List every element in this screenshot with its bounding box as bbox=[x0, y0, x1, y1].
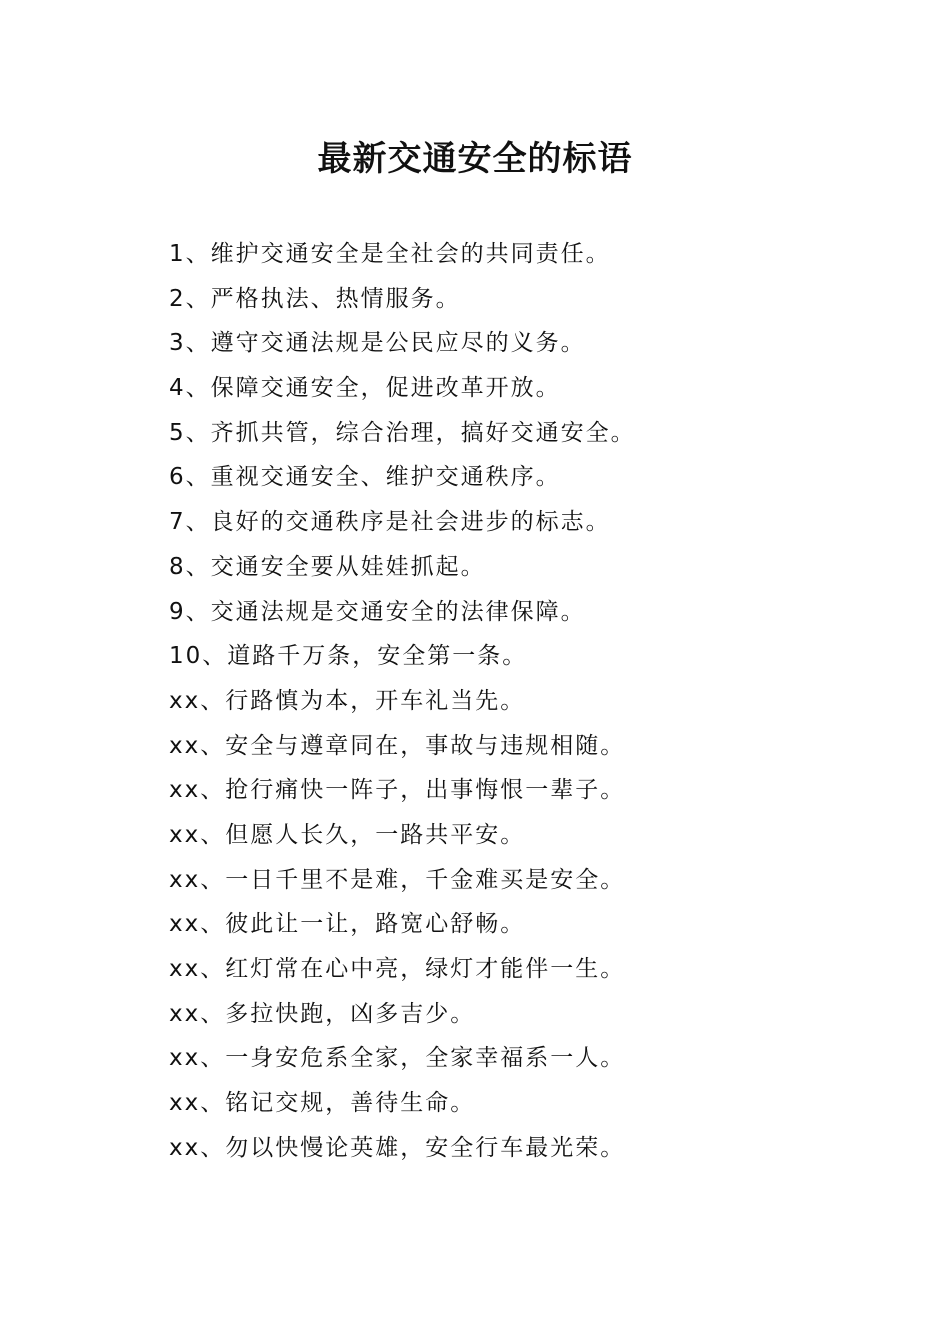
list-item: xx、行路慎为本，开车礼当先。 bbox=[169, 687, 526, 714]
list-item: 7、良好的交通秩序是社会进步的标志。 bbox=[169, 509, 611, 536]
list-item: 5、齐抓共管，综合治理，搞好交通安全。 bbox=[169, 419, 636, 446]
list-item: 3、遵守交通法规是公民应尽的义务。 bbox=[169, 330, 586, 357]
list-item: xx、安全与遵章同在，事故与违规相随。 bbox=[169, 732, 626, 759]
slogan-list bbox=[169, 232, 636, 1170]
list-item: xx、一身安危系全家，全家幸福系一人。 bbox=[169, 1045, 626, 1072]
list-item: 9、交通法规是交通安全的法律保障。 bbox=[169, 598, 586, 625]
list-item: xx、抢行痛快一阵子，出事悔恨一辈子。 bbox=[169, 777, 626, 804]
list-item: xx、勿以快慢论英雄，安全行车最光荣。 bbox=[169, 1134, 626, 1161]
list-item: 1、维护交通安全是全社会的共同责任。 bbox=[169, 241, 611, 267]
list-item: xx、红灯常在心中亮，绿灯才能伴一生。 bbox=[169, 956, 626, 982]
list-item: 2、严格执法、热情服务。 bbox=[169, 285, 461, 312]
list-item: 10、道路千万条，安全第一条。 bbox=[169, 643, 528, 670]
list-item: xx、铭记交规，善待生命。 bbox=[169, 1090, 476, 1117]
list-item: 4、保障交通安全，促进改革开放。 bbox=[169, 375, 561, 402]
document-title: 最新交通安全的标语 bbox=[317, 139, 633, 179]
list-item: xx、多拉快跑，凶多吉少。 bbox=[169, 1000, 476, 1027]
list-item: xx、一日千里不是难，千金难买是安全。 bbox=[169, 866, 626, 893]
list-item: 8、交通安全要从娃娃抓起。 bbox=[169, 553, 486, 580]
list-item: 6、重视交通安全、维护交通秩序。 bbox=[169, 464, 561, 491]
list-item: xx、彼此让一让，路宽心舒畅。 bbox=[169, 911, 526, 938]
list-item: xx、但愿人长久，一路共平安。 bbox=[169, 821, 526, 848]
